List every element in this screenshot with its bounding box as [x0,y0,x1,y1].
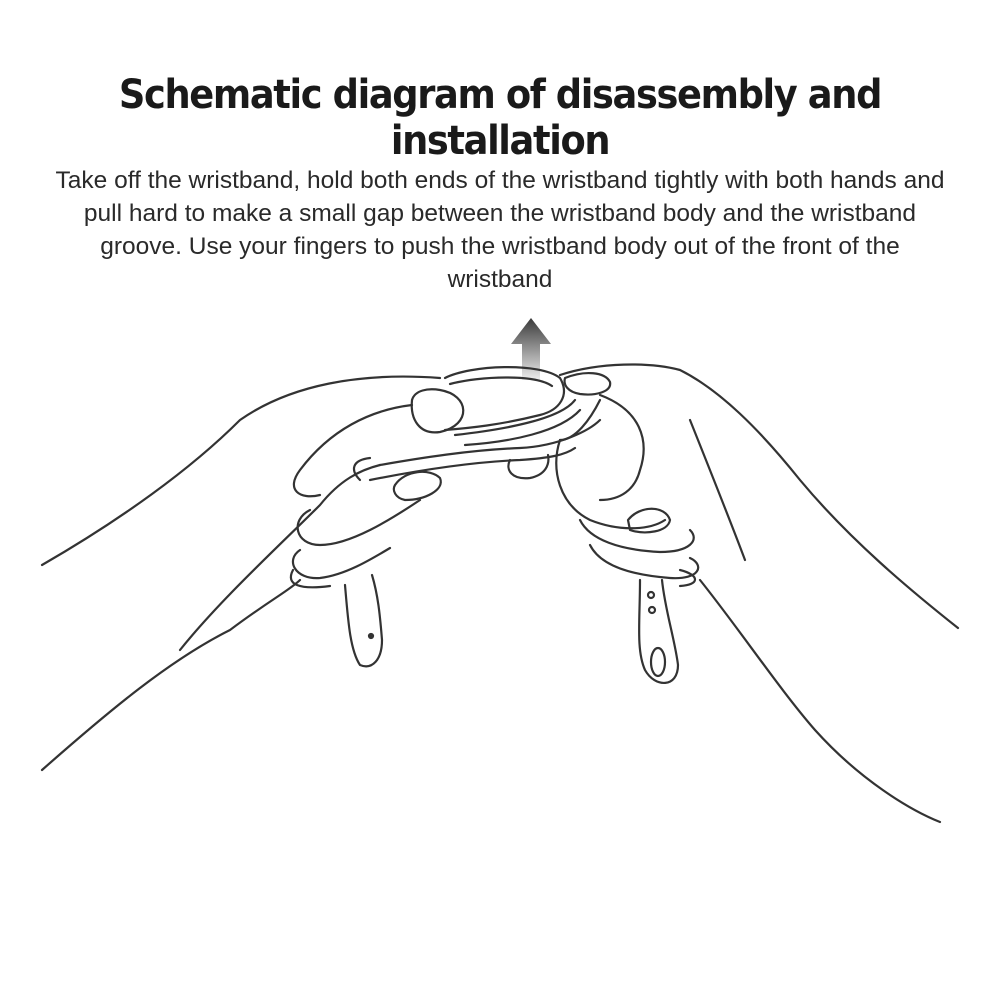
instruction-text: Take off the wristband, hold both ends of the wristband tightly with both hands and pull hard to make a small gap between the wristband body and the wristband groove. Use your fingers to push the wristband body out of the front of the wristband [55,167,945,293]
right-hand [556,365,958,822]
left-hand [42,377,463,770]
diagram-title: Schematic diagram of disassembly and installation [118,72,882,164]
